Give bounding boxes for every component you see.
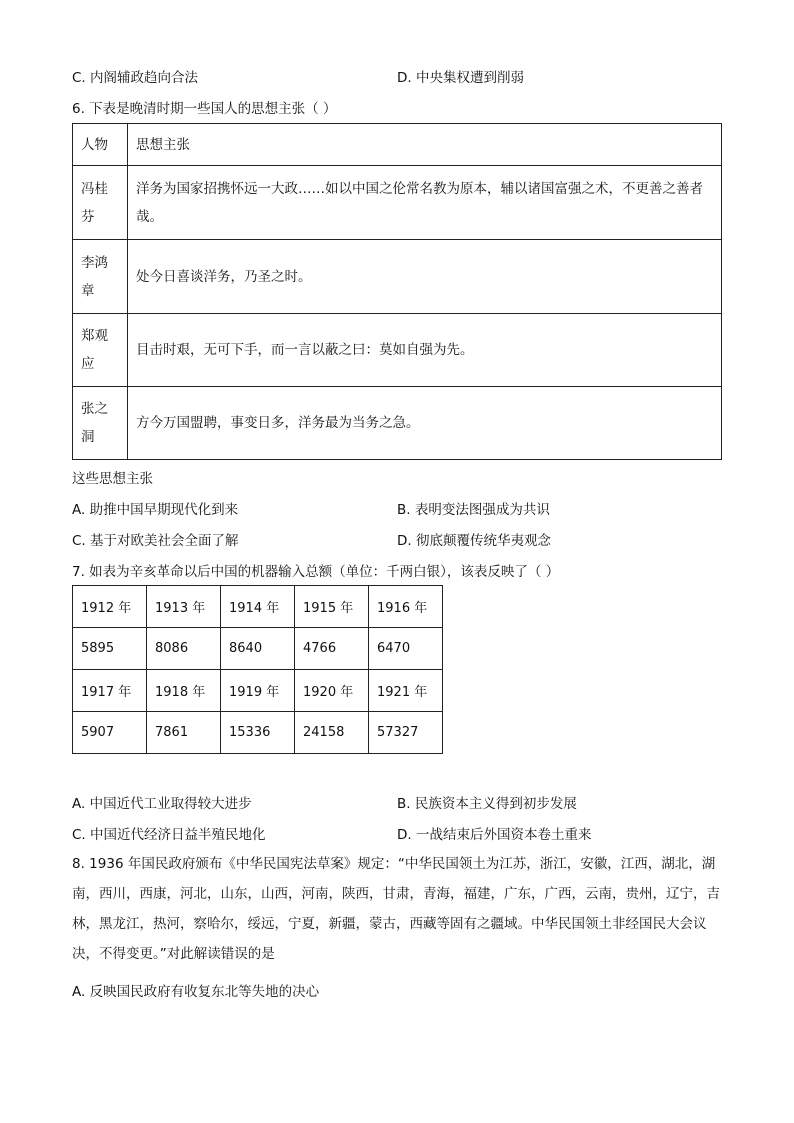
value-cell: 57327	[369, 712, 443, 754]
value-cell: 24158	[295, 712, 369, 754]
year-cell: 1919 年	[221, 670, 295, 712]
year-cell: 1915 年	[295, 586, 369, 628]
q6-stem: 6. 下表是晚清时期一些国人的思想主张（ ）	[72, 101, 337, 117]
value-cell: 7861	[147, 712, 221, 754]
q6-options-row-cd	[72, 529, 722, 551]
table-row	[73, 387, 722, 460]
idea-cell: 目击时艰，无可下手，而一言以蔽之曰：莫如自强为先。	[128, 314, 722, 387]
q5-option-d: D. 中央集权遭到削弱	[397, 70, 524, 86]
q6-option-a: A. 助推中国早期现代化到来	[72, 502, 239, 518]
year-cell: 1913 年	[147, 586, 221, 628]
q6-lead: 这些思想主张	[72, 471, 153, 487]
year-cell: 1920 年	[295, 670, 369, 712]
value-cell: 8640	[221, 628, 295, 670]
year-cell: 1916 年	[369, 586, 443, 628]
idea-cell: 洋务为国家招携怀远一大政……如以中国之伦常名教为原本，辅以诸国富强之术，不更善之善者哉。	[128, 166, 722, 240]
q6-option-c: C. 基于对欧美社会全面了解	[72, 533, 239, 549]
header-person: 人物	[73, 124, 128, 166]
person-cell: 张之洞	[73, 387, 128, 460]
year-cell: 1921 年	[369, 670, 443, 712]
q7-option-b: B. 民族资本主义得到初步发展	[397, 796, 577, 812]
value-cell: 8086	[147, 628, 221, 670]
person-cell: 郑观应	[73, 314, 128, 387]
idea-cell: 方今万国盟聘，事变日多，洋务最为当务之急。	[128, 387, 722, 460]
q8-option-a: A. 反映国民政府有收复东北等失地的决心	[72, 984, 320, 1000]
table-header-row	[73, 124, 722, 166]
value-cell: 6470	[369, 628, 443, 670]
table-row	[73, 166, 722, 240]
q7-option-a: A. 中国近代工业取得较大进步	[72, 796, 252, 812]
year-cell: 1918 年	[147, 670, 221, 712]
q7-option-c: C. 中国近代经济日益半殖民地化	[72, 827, 266, 843]
value-cell: 5907	[73, 712, 147, 754]
year-cell: 1912 年	[73, 586, 147, 628]
table-row	[73, 628, 443, 670]
table-row	[73, 240, 722, 314]
table-row	[73, 314, 722, 387]
q8-stem: 8. 1936 年国民政府颁布《中华民国宪法草案》规定：“中华民国领土为江苏，浙江，安徽，江西，湖北，湖南，西川，西康，河北，山东，山西，河南，陕西，甘肃，青海，福建，广东，广西，云南，贵州，辽宁，吉林，黑龙江，热河，察哈尔，绥远，宁夏，新疆，蒙古，西藏等固有之疆域。中华民国领土非经国民大会议决，不得变更。”对此解读错误的是	[72, 856, 720, 962]
q7-option-d: D. 一战结束后外国资本卷土重来	[397, 827, 592, 843]
value-cell: 4766	[295, 628, 369, 670]
q6-option-b: B. 表明变法图强成为共识	[397, 502, 550, 518]
person-cell: 李鸿章	[73, 240, 128, 314]
q5-options-row-cd	[72, 66, 722, 88]
q6-table	[72, 123, 722, 460]
person-cell: 冯桂芬	[73, 166, 128, 240]
q6-options-row-ab	[72, 498, 722, 520]
year-cell: 1917 年	[73, 670, 147, 712]
q7-stem: 7. 如表为辛亥革命以后中国的机器输入总额（单位：千两白银），该表反映了（ ）	[72, 564, 560, 580]
q7-table	[72, 585, 443, 754]
value-cell: 15336	[221, 712, 295, 754]
idea-cell: 处今日喜谈洋务，乃圣之时。	[128, 240, 722, 314]
table-row	[73, 670, 443, 712]
q7-options-row-cd	[72, 823, 722, 845]
header-idea: 思想主张	[128, 124, 722, 166]
q5-option-c: C. 内阁辅政趋向合法	[72, 70, 199, 86]
table-row	[73, 712, 443, 754]
value-cell: 5895	[73, 628, 147, 670]
q7-options-row-ab	[72, 792, 722, 814]
q6-option-d: D. 彻底颠覆传统华夷观念	[397, 533, 551, 549]
year-cell: 1914 年	[221, 586, 295, 628]
table-row	[73, 586, 443, 628]
